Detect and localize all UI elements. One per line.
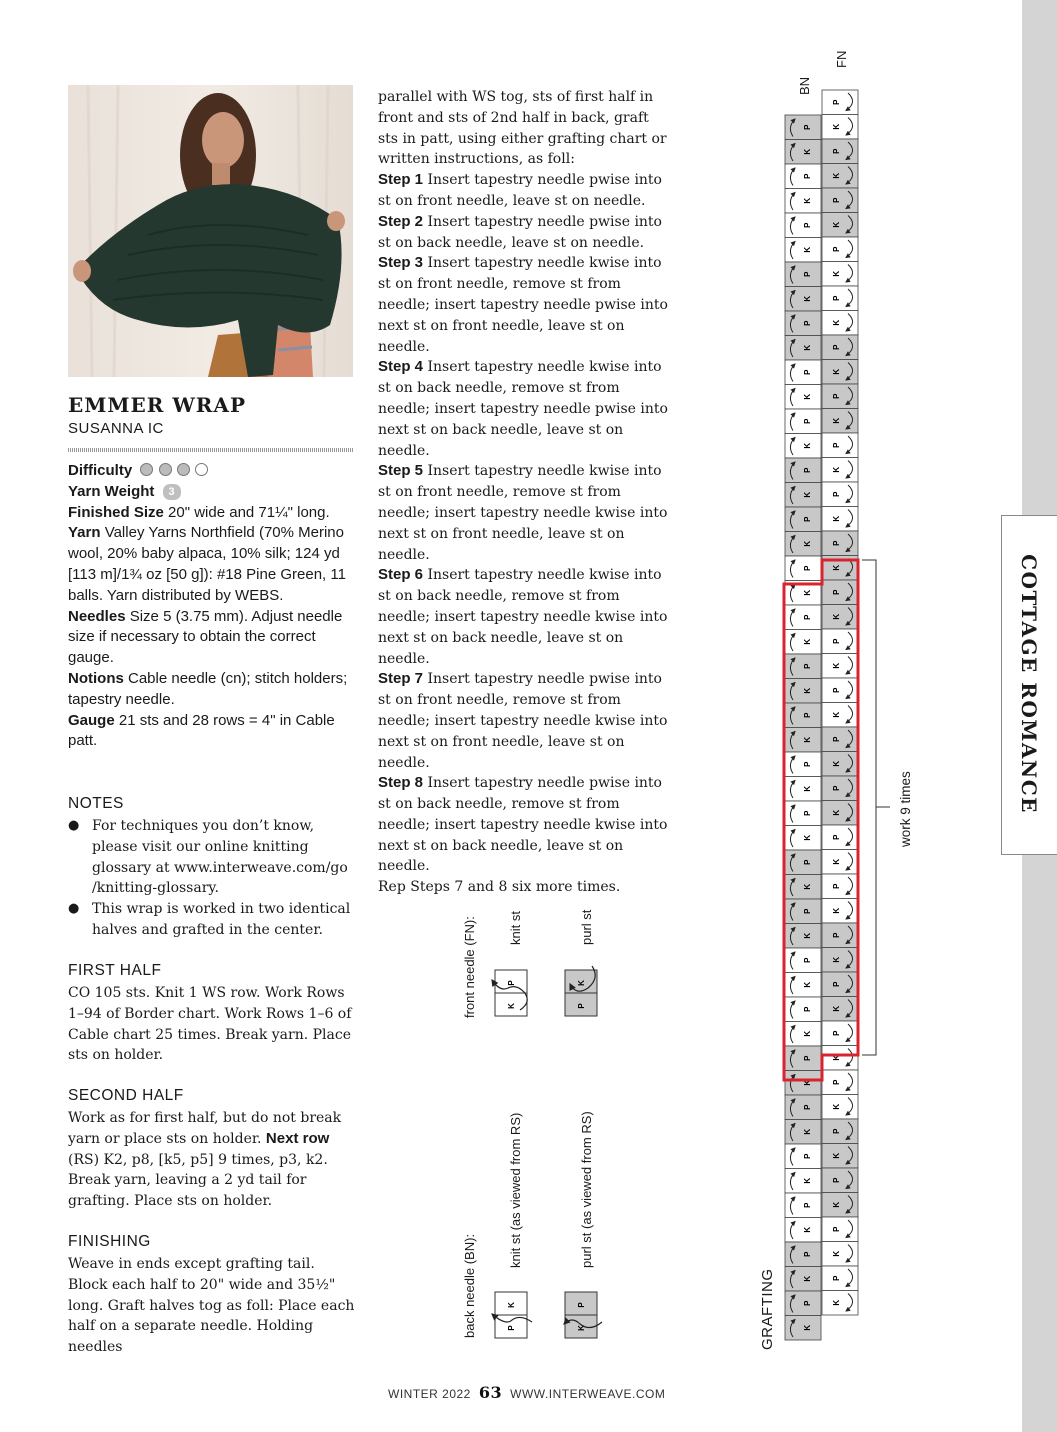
stitch-glyph: K <box>832 613 841 620</box>
stitch-glyph: P <box>803 565 812 571</box>
stitch-glyph: P <box>832 295 841 301</box>
step-label: Step 1 <box>378 171 424 189</box>
stitch-glyph: K <box>832 809 841 816</box>
legend-fn-knit-symbol <box>492 970 527 1016</box>
notions-text: Cable needle (cn); stitch holders; tapestry needle. <box>68 669 348 708</box>
stitch-glyph: K <box>832 1152 841 1159</box>
stitch-glyph: P <box>832 344 841 350</box>
stitch-glyph: K <box>803 883 812 890</box>
stitch-glyph: K <box>832 858 841 865</box>
stitch-glyph: P <box>832 1079 841 1085</box>
stitch-glyph: K <box>832 221 841 228</box>
notes-heading: NOTES <box>68 795 124 812</box>
stitch-glyph: K <box>832 319 841 326</box>
stitch-glyph: K <box>803 687 812 694</box>
step-text: Insert tapestry needle kwise into st on front needle, remove st from needle; insert tapestry needle kwise into next st on front needle, leave st on needle. <box>378 463 668 563</box>
bullet-icon: ● <box>68 818 80 833</box>
stitch-glyph: P <box>803 1006 812 1012</box>
gauge-text: 21 sts and 28 rows = 4" in Cable patt. <box>68 711 335 750</box>
stitch-glyph: K <box>832 1201 841 1208</box>
stitch-glyph: K <box>832 956 841 963</box>
step-label: Step 3 <box>378 254 424 272</box>
legend-back-needle: back needle (BN): <box>462 1233 477 1338</box>
legend-knit-st-rs: knit st (as viewed from RS) <box>508 1112 523 1268</box>
stitch-glyph: K <box>803 589 812 596</box>
difficulty-dot-icon <box>195 463 208 476</box>
stitch-glyph: P <box>832 589 841 595</box>
grafting-closing: Rep Steps 7 and 8 six more times. <box>378 879 621 896</box>
stitch-glyph: P <box>832 638 841 644</box>
gauge-row <box>68 711 358 753</box>
stitch-glyph: P <box>832 148 841 154</box>
legend-purl-st-rs: purl st (as viewed from RS) <box>579 1111 594 1268</box>
stitch-glyph: K <box>832 564 841 571</box>
chart-fn-label: FN <box>834 50 849 68</box>
stitch-glyph: K <box>803 148 812 155</box>
stitch-glyph: K <box>803 393 812 400</box>
legend-p-glyph: P <box>507 1325 516 1331</box>
stitch-glyph: P <box>803 1251 812 1257</box>
grafting-intro: parallel with WS tog, sts of first half in front and sts of 2nd half in back, graft sts in patt, using either grafting chart or written instructions, as foll: <box>378 89 667 168</box>
step <box>378 565 670 669</box>
stitch-glyph: K <box>832 417 841 424</box>
legend-p-glyph: P <box>577 1003 586 1009</box>
stitch-glyph: K <box>803 1128 812 1135</box>
needles-label: Needles <box>68 607 126 625</box>
stitch-glyph: P <box>832 1030 841 1036</box>
stitch-glyph: K <box>803 442 812 449</box>
stitch-glyph: P <box>832 736 841 742</box>
stitch-glyph: P <box>803 1153 812 1159</box>
legend-bn-knit-symbol <box>492 1292 532 1338</box>
stitch-glyph: K <box>803 932 812 939</box>
step-text: Insert tapestry needle pwise into st on front needle, leave st on needle. <box>378 172 662 209</box>
stitch-glyph: P <box>803 418 812 424</box>
stitch-glyph: P <box>832 981 841 987</box>
stitch-glyph: P <box>832 1226 841 1232</box>
stitch-glyph: P <box>803 957 812 963</box>
chart-bn-label: BN <box>797 76 812 95</box>
stitch-glyph: P <box>803 908 812 914</box>
second-half-heading: SECOND HALF <box>68 1087 184 1104</box>
step-text: Insert tapestry needle pwise into st on back needle, remove st from needle; insert tapestry needle kwise into next st on back needle, leave st on needle. <box>378 775 668 875</box>
stitch-glyph: P <box>803 369 812 375</box>
stitch-glyph: P <box>832 442 841 448</box>
stitch-glyph: P <box>832 540 841 546</box>
step-label: Step 5 <box>378 462 424 480</box>
stitch-glyph: P <box>803 810 812 816</box>
footer-site: WWW.INTERWEAVE.COM <box>510 1387 666 1401</box>
stitch-glyph: P <box>803 1055 812 1061</box>
stitch-glyph: P <box>832 785 841 791</box>
next-row-label: Next row <box>265 1129 330 1147</box>
stitch-glyph: K <box>832 1103 841 1110</box>
section-tab-label: COTTAGE ROMANCE <box>1017 554 1041 814</box>
stitch-glyph: K <box>803 197 812 204</box>
yarn-weight-label: Yarn Weight <box>68 482 155 500</box>
step <box>378 212 670 254</box>
stitch-glyph: P <box>832 491 841 497</box>
stitch-glyph: K <box>832 466 841 473</box>
pattern-specs <box>68 461 358 752</box>
finished-size-label: Finished Size <box>68 503 164 521</box>
stitch-glyph: K <box>803 1030 812 1037</box>
second-half-text-a: Work as for first half, but do not break yarn or place sts on holder. <box>68 1110 342 1147</box>
note-text: This wrap is worked in two identical halves and grafted in the center. <box>92 901 351 938</box>
stitch-glyph: P <box>832 1177 841 1183</box>
stitch-glyph: K <box>832 368 841 375</box>
stitch-glyph: P <box>832 883 841 889</box>
step <box>378 669 670 773</box>
stitch-glyph: P <box>832 687 841 693</box>
legend-p-glyph: P <box>507 980 516 986</box>
notions-label: Notions <box>68 669 124 687</box>
stitch-glyph: P <box>803 1300 812 1306</box>
stitch-glyph: K <box>803 1324 812 1331</box>
note-text: For techniques you don’t know, please visit our online knitting glossary at www.interweave.com/go /knitting-glossary. <box>92 818 348 897</box>
difficulty-row <box>68 461 358 482</box>
yarn-row <box>68 523 358 606</box>
legend-k-glyph: K <box>507 1003 516 1009</box>
stitch-glyph: P <box>803 761 812 767</box>
stitch-glyph: P <box>803 124 812 130</box>
stitch-glyph: P <box>803 712 812 718</box>
stitch-glyph: K <box>803 981 812 988</box>
step-text: Insert tapestry needle kwise into st on back needle, remove st from needle; insert tapestry needle pwise into next st on back needle, leave st on needle. <box>378 359 668 459</box>
note-item <box>68 899 358 941</box>
stitch-glyph: P <box>803 271 812 277</box>
stitch-glyph: K <box>803 1079 812 1086</box>
stitch-glyph: P <box>803 614 812 620</box>
bullet-icon: ● <box>68 901 80 917</box>
stitch-glyph: K <box>832 760 841 767</box>
divider <box>68 448 353 452</box>
stitch-glyph: P <box>832 1128 841 1134</box>
yarn-text: Valley Yarns Northfield (70% Merino wool, 20% baby alpaca, 10% silk; 124 yd [113 m]/1¾ oz [50 g]): #18 Pine Green, 11 balls. Yarn distributed by WEBS. <box>68 524 346 604</box>
legend-fn-purl-symbol <box>565 966 597 1016</box>
notes-list <box>68 816 358 941</box>
legend-k-glyph: K <box>507 1302 516 1308</box>
difficulty-rating <box>140 462 209 479</box>
first-half-text: CO 105 sts. Knit 1 WS row. Work Rows 1–94 of Border chart. Work Rows 1–6 of Cable chart 25 times. Break yarn. Place sts on holder. <box>68 985 352 1064</box>
stitch-glyph: K <box>832 1054 841 1061</box>
stitch-glyph: P <box>803 516 812 522</box>
stitch-glyph: K <box>832 1005 841 1012</box>
stitch-glyph: K <box>832 907 841 914</box>
grafting-instructions <box>378 87 670 898</box>
legend-knit-st: knit st <box>508 911 523 945</box>
stitch-glyph: K <box>832 662 841 669</box>
step-label: Step 4 <box>378 358 424 376</box>
chart-title: GRAFTING <box>759 1268 776 1350</box>
step <box>378 357 670 461</box>
stitch-glyph: P <box>803 467 812 473</box>
stitch-glyph: P <box>803 1104 812 1110</box>
stitch-glyph: P <box>803 222 812 228</box>
needles-row <box>68 607 358 669</box>
difficulty-label: Difficulty <box>68 462 133 479</box>
yarn-label: Yarn <box>68 524 101 542</box>
step <box>378 461 670 565</box>
stitch-glyph: K <box>832 172 841 179</box>
step-text: Insert tapestry needle kwise into st on back needle, remove st from needle; insert tapestry needle kwise into next st on back needle, leave st on needle. <box>378 567 668 667</box>
step <box>378 253 670 357</box>
stitch-glyph: P <box>832 393 841 399</box>
stitch-glyph: K <box>803 785 812 792</box>
grafting-chart <box>770 80 900 1380</box>
stitch-glyph: K <box>803 638 812 645</box>
difficulty-dot-icon <box>159 463 172 476</box>
step-text: Insert tapestry needle pwise into st on back needle, leave st on needle. <box>378 213 662 251</box>
finishing-text: Weave in ends except grafting tail. Block each half to 20" wide and 35½" long. Graft halves tog as foll: Place each half on a separate needle. Holding needles <box>68 1256 355 1356</box>
stitch-glyph: K <box>832 711 841 718</box>
difficulty-dot-icon <box>177 463 190 476</box>
step-label: Step 2 <box>378 212 424 230</box>
stitch-glyph: K <box>803 1275 812 1282</box>
stitch-glyph: P <box>803 663 812 669</box>
step <box>378 773 670 877</box>
needles-text: Size 5 (3.75 mm). Adjust needle size if necessary to obtain the correct gauge. <box>68 607 343 667</box>
legend-k-glyph: K <box>577 1325 586 1331</box>
chart-repeat-label: work 9 times <box>898 771 913 847</box>
stitch-glyph: P <box>803 1202 812 1208</box>
legend-symbols <box>480 962 610 1347</box>
legend-p-glyph: P <box>577 1302 586 1308</box>
yarn-weight-icon: 3 <box>163 484 181 500</box>
note-item <box>68 816 358 899</box>
stitch-glyph: P <box>832 246 841 252</box>
stitch-glyph: K <box>832 1299 841 1306</box>
stitch-glyph: P <box>803 173 812 179</box>
legend-k-glyph: K <box>577 980 586 986</box>
stitch-glyph: P <box>832 99 841 105</box>
step-text: Insert tapestry needle pwise into st on front needle, remove st from needle; insert tapestry needle kwise into next st on front needle, leave st on needle. <box>378 671 668 771</box>
stitch-glyph: K <box>832 123 841 130</box>
step <box>378 170 670 212</box>
step-label: Step 8 <box>378 774 424 792</box>
stitch-glyph: K <box>803 736 812 743</box>
stitch-glyph: K <box>803 295 812 302</box>
finished-size-text: 20" wide and 71¼" long. <box>168 503 330 521</box>
step-text: Insert tapestry needle kwise into st on front needle, remove st from needle; insert tapestry needle pwise into next st on front needle, leave st on needle. <box>378 255 668 355</box>
stitch-glyph: P <box>832 1275 841 1281</box>
legend-purl-st: purl st <box>579 909 594 945</box>
stitch-glyph: P <box>832 197 841 203</box>
pattern-title: EMMER WRAP <box>68 393 246 417</box>
stitch-glyph: K <box>803 834 812 841</box>
difficulty-dot-icon <box>140 463 153 476</box>
stitch-glyph: P <box>803 320 812 326</box>
stitch-glyph: K <box>832 1250 841 1257</box>
page-number: 63 <box>478 1383 503 1402</box>
legend-bn-purl-symbol <box>564 1292 602 1338</box>
stitch-glyph: K <box>803 540 812 547</box>
yarn-weight-row <box>68 482 358 503</box>
legend-front-needle: front needle (FN): <box>462 916 477 1018</box>
finished-size-row <box>68 503 358 524</box>
gauge-label: Gauge <box>68 711 115 729</box>
stitch-glyph: K <box>832 515 841 522</box>
first-half-heading: FIRST HALF <box>68 962 162 979</box>
stitch-glyph: K <box>803 246 812 253</box>
second-half-text-b: (RS) K2, p8, [k5, p5] 9 times, p3, k2. Break yarn, leaving a 2 yd tail for grafting. Place sts on holder. <box>68 1151 328 1210</box>
stitch-glyph: P <box>803 859 812 865</box>
stitch-glyph: K <box>803 491 812 498</box>
step-label: Step 7 <box>378 670 424 688</box>
designer-name: SUSANNA IC <box>68 420 164 437</box>
page-footer <box>388 1383 665 1402</box>
repeat-bracket <box>862 560 890 1055</box>
stitch-glyph: K <box>832 270 841 277</box>
footer-issue: WINTER 2022 <box>388 1387 471 1401</box>
stitch-glyph: P <box>832 834 841 840</box>
second-half-text <box>68 1108 358 1212</box>
step-label: Step 6 <box>378 566 424 584</box>
model-photo <box>68 85 353 377</box>
stitch-glyph: K <box>803 1226 812 1233</box>
stitch-glyph: K <box>803 1177 812 1184</box>
stitch-glyph: P <box>832 932 841 938</box>
stitch-glyph: K <box>803 344 812 351</box>
notions-row <box>68 669 358 711</box>
finishing-heading: FINISHING <box>68 1233 151 1250</box>
